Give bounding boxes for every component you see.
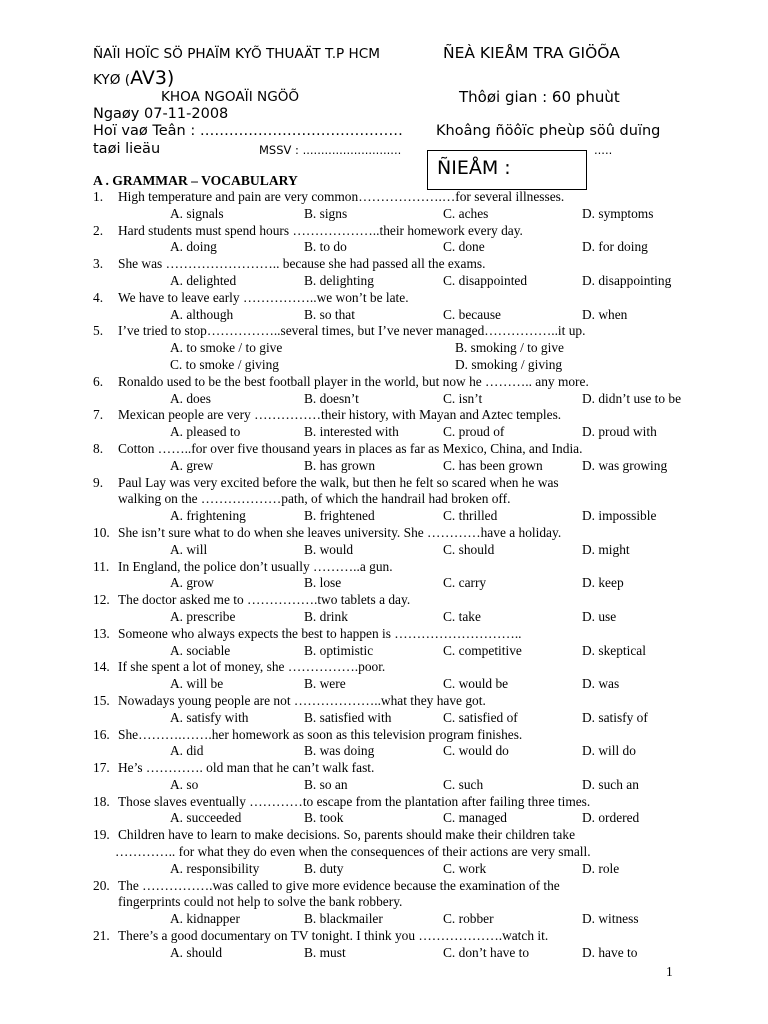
question-text: Cotton ……..for over five thousand years in places as far as Mexico, China, and India.	[118, 440, 583, 456]
option-d: D. smoking / giving	[455, 356, 563, 372]
question-list	[93, 172, 693, 962]
option-a: A. will	[170, 541, 208, 557]
options-row	[118, 424, 693, 441]
question-item	[93, 323, 693, 373]
option-c: C. take	[443, 608, 481, 624]
question-number: 16.	[93, 726, 110, 742]
options-row	[118, 676, 693, 693]
option-b: B. so an	[304, 776, 348, 792]
question-number: 4.	[93, 289, 104, 305]
question-item	[93, 727, 693, 761]
option-d: D. skeptical	[582, 642, 646, 658]
options-row	[118, 743, 693, 760]
options-row	[118, 239, 693, 256]
question-number: 3.	[93, 256, 104, 272]
option-d: D. proud with	[582, 424, 657, 440]
option-c: C. would do	[443, 743, 509, 759]
option-b: B. so that	[304, 306, 355, 322]
question-number: 14.	[93, 659, 110, 675]
options-row	[118, 810, 693, 827]
options-row	[118, 575, 693, 592]
question-number: 2.	[93, 222, 104, 238]
question-text: Hard students must spend hours ………………..their homework every day.	[118, 222, 523, 238]
option-a: A. pleased to	[170, 424, 241, 440]
question-item	[93, 290, 693, 324]
option-d: D. witness	[582, 911, 639, 927]
question-item	[93, 559, 693, 593]
question-item	[93, 693, 693, 727]
option-c: C. proud of	[443, 424, 505, 440]
option-d: D. such an	[582, 776, 639, 792]
option-a: A. although	[170, 306, 234, 322]
option-d: D. for doing	[582, 239, 648, 255]
question-text: Mexican people are very ……………their history, with Mayan and Aztec temples.	[118, 407, 562, 423]
question-item	[93, 760, 693, 794]
option-b: B. optimistic	[304, 642, 374, 658]
option-b: B. interested with	[304, 424, 399, 440]
option-d: D. have to	[582, 944, 638, 960]
question-text: Someone who always expects the best to happen is ………………………..	[118, 625, 522, 641]
question-number: 20.	[93, 877, 110, 893]
question-text: Ronaldo used to be the best football player in the world, but now he ……….. any more.	[118, 373, 589, 389]
exam-date: Ngaøy 07-11-2008	[93, 106, 229, 122]
exam-code	[93, 67, 174, 89]
school-name: ÑAÏI HOÏC SÖ PHAÏM KYÕ THUAÄT T.P HCM	[93, 46, 380, 62]
question-text: There’s a good documentary on TV tonight. I think you ……………….watch it.	[118, 928, 549, 944]
question-number: 17.	[93, 760, 110, 776]
option-c: C. disappointed	[443, 272, 528, 288]
question-number: 18.	[93, 793, 110, 809]
question-text: We have to leave early ……………..we won’t be late.	[118, 289, 409, 305]
option-b: B. would	[304, 541, 354, 557]
question-text: He’s …………. old man that he can’t walk fast.	[118, 760, 375, 776]
ky-code: AV3)	[130, 67, 175, 89]
option-a: A. sociable	[170, 642, 231, 658]
options-row	[118, 643, 693, 660]
question-item	[93, 592, 693, 626]
option-d: D. will do	[582, 743, 636, 759]
time-limit: Thôøi gian : 60 phuùt	[459, 88, 620, 106]
faculty: KHOA NGOAÏI NGÖÕ	[161, 89, 300, 105]
options-row	[118, 357, 693, 374]
option-a: A. delighted	[170, 272, 237, 288]
question-text: In England, the police don’t usually ………..a gun.	[118, 558, 393, 574]
option-c: C. to smoke / giving	[170, 356, 279, 372]
option-a: A. to smoke / to give	[170, 340, 283, 356]
option-c: C. done	[443, 239, 485, 255]
option-b: B. were	[304, 676, 346, 692]
option-d: D. ordered	[582, 810, 640, 826]
option-a: A. grew	[170, 457, 214, 473]
question-item	[93, 256, 693, 290]
question-item	[93, 794, 693, 828]
question-item	[93, 407, 693, 441]
option-c: C. has been grown	[443, 457, 543, 473]
option-a: A. will be	[170, 676, 224, 692]
options-row	[118, 542, 693, 559]
option-a: A. so	[170, 776, 199, 792]
question-number: 1.	[93, 189, 104, 204]
option-c: C. carry	[443, 575, 487, 591]
options-row	[118, 777, 693, 794]
option-b: B. doesn’t	[304, 390, 359, 406]
options-row	[118, 307, 693, 324]
options-row	[118, 911, 693, 928]
option-a: A. prescribe	[170, 608, 236, 624]
option-b: B. frightened	[304, 508, 375, 524]
option-d: D. satisfy of	[582, 709, 648, 725]
question-number: 10.	[93, 524, 110, 540]
question-item	[93, 223, 693, 257]
option-b: B. blackmailer	[304, 911, 383, 927]
option-a: A. doing	[170, 239, 217, 255]
option-c: C. don’t have to	[443, 944, 530, 960]
question-item	[93, 878, 693, 928]
option-d: D. was	[582, 676, 620, 692]
option-b: B. satisfied with	[304, 709, 392, 725]
option-b: B. smoking / to give	[455, 340, 564, 356]
options-row	[118, 458, 693, 475]
question-text: The doctor asked me to …………….two tablets a day.	[118, 592, 411, 608]
option-d: D. when	[582, 306, 628, 322]
question-text: Children have to learn to make decisions. So, parents should make their children take	[118, 827, 576, 843]
option-a: A. responsibility	[170, 860, 260, 876]
option-a: A. satisfy with	[170, 709, 249, 725]
option-c: C. because	[443, 306, 502, 322]
question-item	[93, 441, 693, 475]
option-d: D. disappointing	[582, 272, 672, 288]
option-b: B. drink	[304, 608, 348, 624]
option-d: D. might	[582, 541, 630, 557]
page-number: 1	[666, 964, 673, 979]
section-title: A . GRAMMAR – VOCABULARY	[93, 173, 298, 188]
option-c: C. work	[443, 860, 487, 876]
question-text: ………….. for what they do even when the consequences of their actions are very small.	[115, 844, 591, 860]
student-id-dots: .....	[594, 143, 613, 157]
question-text: I’ve tried to stop……………..several times, but I’ve never managed……………..it up.	[118, 323, 586, 339]
question-item	[93, 626, 693, 660]
option-c: C. aches	[443, 205, 489, 221]
question-item	[93, 475, 693, 525]
question-item	[93, 659, 693, 693]
question-text: Paul Lay was very excited before the walk, but then he felt so scared when he was	[118, 474, 559, 490]
option-d: D. was growing	[582, 457, 668, 473]
option-a: A. frightening	[170, 508, 246, 524]
question-number: 8.	[93, 440, 104, 456]
question-text: She was …………………….. because she had passed all the exams.	[118, 256, 486, 272]
question-text: Nowadays young people are not ………………..what they have got.	[118, 692, 486, 708]
question-number: 13.	[93, 625, 110, 641]
option-a: A. kidnapper	[170, 911, 240, 927]
option-b: B. duty	[304, 860, 344, 876]
option-c: C. should	[443, 541, 495, 557]
question-item	[93, 189, 693, 223]
question-item	[93, 525, 693, 559]
option-b: B. lose	[304, 575, 342, 591]
option-b: B. took	[304, 810, 344, 826]
question-number: 11.	[93, 558, 110, 574]
options-row	[118, 710, 693, 727]
student-id-field: MSSV : ...........................	[259, 143, 402, 157]
question-item	[93, 374, 693, 408]
option-d: D. impossible	[582, 508, 657, 524]
option-a: A. should	[170, 944, 223, 960]
question-number: 21.	[93, 928, 110, 944]
option-d: D. symptoms	[582, 205, 654, 221]
options-row	[118, 945, 693, 962]
question-number: 19.	[93, 827, 110, 843]
option-b: B. to do	[304, 239, 347, 255]
option-a: A. succeeded	[170, 810, 242, 826]
materials-note-cont: taøi lieäu	[93, 141, 161, 157]
question-text: fingerprints could not help to solve the bank robbery.	[118, 894, 403, 910]
option-a: A. signals	[170, 205, 224, 221]
ky-prefix: KYØ (	[93, 72, 131, 88]
question-number: 6.	[93, 373, 104, 389]
option-b: B. delighting	[304, 272, 374, 288]
option-c: C. competitive	[443, 642, 522, 658]
option-d: D. didn’t use to be	[582, 390, 682, 406]
question-item	[93, 827, 693, 877]
option-c: C. would be	[443, 676, 509, 692]
options-row	[118, 609, 693, 626]
question-text: Those slaves eventually …………to escape from the plantation after failing three times.	[118, 793, 591, 809]
option-c: C. satisfied of	[443, 709, 518, 725]
option-c: C. managed	[443, 810, 507, 826]
question-number: 7.	[93, 407, 104, 423]
option-c: C. robber	[443, 911, 494, 927]
question-number: 12.	[93, 592, 110, 608]
options-row	[118, 508, 693, 525]
question-number: 5.	[93, 323, 104, 339]
option-d: D. use	[582, 608, 617, 624]
question-text: If she spent a lot of money, she …………….poor.	[118, 659, 386, 675]
question-text: High temperature and pain are very common……………….…for several illnesses.	[118, 189, 565, 204]
option-b: B. must	[304, 944, 346, 960]
question-text: She isn’t sure what to do when she leaves university. She …………have a holiday.	[118, 524, 562, 540]
option-b: B. has grown	[304, 457, 376, 473]
question-text: She……….…….her homework as soon as this television program finishes.	[118, 726, 523, 742]
option-a: A. did	[170, 743, 204, 759]
materials-note: Khoâng ñöôïc pheùp söû duïng	[436, 123, 661, 139]
option-c: C. isn’t	[443, 390, 483, 406]
option-b: B. was doing	[304, 743, 375, 759]
question-item	[93, 928, 693, 962]
option-c: C. such	[443, 776, 484, 792]
option-c: C. thrilled	[443, 508, 498, 524]
option-d: D. keep	[582, 575, 624, 591]
option-b: B. signs	[304, 205, 348, 221]
exam-title: ÑEÀ KIEÅM TRA GIÖÕA	[443, 44, 620, 62]
option-a: A. does	[170, 390, 211, 406]
options-row	[118, 340, 693, 357]
question-number: 15.	[93, 692, 110, 708]
option-d: D. role	[582, 860, 620, 876]
option-a: A. grow	[170, 575, 214, 591]
question-text: walking on the ………………path, of which the handrail had broken off.	[118, 491, 511, 507]
options-row	[118, 861, 693, 878]
question-number: 9.	[93, 474, 104, 490]
options-row	[118, 206, 693, 223]
options-row	[118, 273, 693, 290]
name-field: Hoï vaø Teân : ……………………………………	[93, 123, 403, 139]
score-box: ÑIEÅM :	[427, 150, 587, 190]
options-row	[118, 391, 693, 408]
question-text: The …………….was called to give more evidence because the examination of the	[118, 877, 560, 893]
